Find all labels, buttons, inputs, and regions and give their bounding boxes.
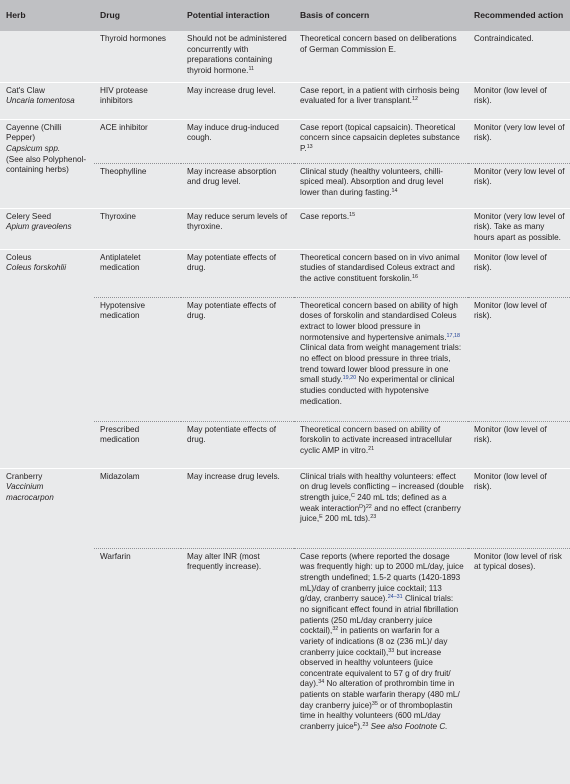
table-row <box>0 82 570 119</box>
interaction-cell: May increase absorption and drug level. <box>181 163 294 208</box>
basis-cell: Case reports (where reported the dosage was frequently high: up to 2000 mL/day, juice strength undefined; 1.5-2 quarts (1420-1893 mL)/day of cranberry juice cocktail; 113 g/day, cranberry sauce).$^{24-31}$ Clinical trials: no significant effect found in atrial fibrillation patients (250 mL/day cranberry juice cocktail),$^{32}$ in patients on warfarin for a variety of indications (8 oz (236 mL)/ day cranberry juice cocktail),$^{33}$ but increase observed in healthy volunteers (juice concentrate equivalent to 57 g of dry fruit/ day).$^{34}$ No alteration of prothrombin time in patients on stable warfarin therapy (480 mL/ day cranberry juice)$^{35}$ or of thromboplastin time in healthy volunteers (600 mL/day cranberry juice$^E$).$^{23}$ See also Footnote C. <box>294 548 468 784</box>
interaction-cell: May potentiate effects of drug. <box>181 249 294 297</box>
drug-cell: ACE inhibitor <box>94 119 181 163</box>
drug-cell: Antiplatelet medication <box>94 249 181 297</box>
basis-cell: Clinical study (healthy volunteers, chilli-spiced meal). Absorption and drug level lower than during fasting.$^{14}$ <box>294 163 468 208</box>
herb-latin-name: Capsicum spp. <box>6 143 61 153</box>
basis-cell: Case report (topical capsaicin). Theoretical concern since capsaicin depletes substance P.$^{13}$ <box>294 119 468 163</box>
herb-latin-name: Apium graveolens <box>6 222 72 232</box>
header-basis-of-concern: Basis of concern <box>294 0 468 31</box>
herb-latin-name: Uncaria tomentosa <box>6 96 75 106</box>
herb-latin-name: Coleus forskohlii <box>6 263 67 273</box>
herb-cell <box>0 119 94 208</box>
herb-cell <box>0 468 94 784</box>
herb-name: Celery Seed <box>6 211 52 221</box>
herb-cell <box>0 208 94 249</box>
herb-name: Coleus <box>6 252 32 262</box>
herb-cell <box>0 249 94 468</box>
table-row <box>0 31 570 82</box>
action-cell: Monitor (low level of risk). <box>468 421 570 468</box>
drug-cell: Prescribed medication <box>94 421 181 468</box>
basis-cell: Theoretical concern based on ability of high doses of forskolin and standardised Coleus extract to lower blood pressure in normotensive and hypertensive animals.$^{17,18}$ Clinical data from weight management trials: no effect on blood pressure in three trials, trend toward lower blood pressure in one small study.$^{19,20}$ No experimental or clinical studies conducted with hypotensive medication. <box>294 297 468 421</box>
action-cell: Monitor (low level of risk). <box>468 468 570 548</box>
herb-cell <box>0 31 94 82</box>
basis-cell: Clinical trials with healthy volunteers: effect on drug levels conflicting – increased (double strength juice,$^C$ 240 mL tds; defined as a weak interaction$^D$)$^{22}$ and no effect (cranberry juice,$^E$ 200 mL tds).$^{23}$ <box>294 468 468 548</box>
drug-cell: Theophylline <box>94 163 181 208</box>
drug-cell: Thyroxine <box>94 208 181 249</box>
action-cell: Monitor (low level of risk). <box>468 82 570 119</box>
table-row <box>0 468 570 548</box>
header-herb: Herb <box>0 0 94 31</box>
interaction-cell: May alter INR (most frequently increase). <box>181 548 294 784</box>
interaction-cell: May potentiate effects of drug. <box>181 421 294 468</box>
interaction-cell: Should not be administered concurrently with preparations containing thyroid hormone.$^{11}$ <box>181 31 294 82</box>
basis-cell: Theoretical concern based on ability of forskolin to activate increased intracellular cyclic AMP in vitro.$^{21}$ <box>294 421 468 468</box>
drug-cell: HIV protease inhibitors <box>94 82 181 119</box>
header-potential-interaction: Potential interaction <box>181 0 294 31</box>
drug-cell: Hypotensive medication <box>94 297 181 421</box>
action-cell: Monitor (low level of risk). <box>468 249 570 297</box>
header-recommended-action: Recommended action <box>468 0 570 31</box>
herb-latin-name: Vaccinium macrocarpon <box>6 482 54 502</box>
drug-cell: Warfarin <box>94 548 181 784</box>
interaction-cell: May increase drug level. <box>181 82 294 119</box>
herb-note: (See also Polyphenol-containing herbs) <box>6 154 87 175</box>
header-row <box>0 0 570 31</box>
interaction-cell: May induce drug-induced cough. <box>181 119 294 163</box>
interaction-cell: May increase drug levels. <box>181 468 294 548</box>
action-cell: Monitor (very low level of risk). Take as many hours apart as possible. <box>468 208 570 249</box>
table-row <box>0 119 570 163</box>
herb-name: Cayenne (Chilli Pepper) <box>6 122 62 143</box>
header-drug: Drug <box>94 0 181 31</box>
basis-cell: Theoretical concern based on deliberations of German Commission E. <box>294 31 468 82</box>
basis-cell: Theoretical concern based on in vivo animal studies of standardised Coleus extract and the active constituent forskolin.$^{16}$ <box>294 249 468 297</box>
basis-cell: Case report, in a patient with cirrhosis being evaluated for a liver transplant.$^{12}$ <box>294 82 468 119</box>
table-row <box>0 208 570 249</box>
action-cell: Monitor (very low level of risk). <box>468 119 570 163</box>
basis-cell: Case reports.$^{15}$ <box>294 208 468 249</box>
action-cell: Monitor (very low level of risk). <box>468 163 570 208</box>
herb-cell <box>0 82 94 119</box>
herb-name: Cranberry <box>6 471 43 481</box>
drug-cell: Thyroid hormones <box>94 31 181 82</box>
action-cell: Monitor (low level of risk). <box>468 297 570 421</box>
interaction-cell: May potentiate effects of drug. <box>181 297 294 421</box>
action-cell: Contraindicated. <box>468 31 570 82</box>
interaction-cell: May reduce serum levels of thyroxine. <box>181 208 294 249</box>
drug-cell: Midazolam <box>94 468 181 548</box>
action-cell: Monitor (low level of risk at typical doses). <box>468 548 570 784</box>
herb-name: Cat's Claw <box>6 85 45 95</box>
table-row <box>0 249 570 297</box>
